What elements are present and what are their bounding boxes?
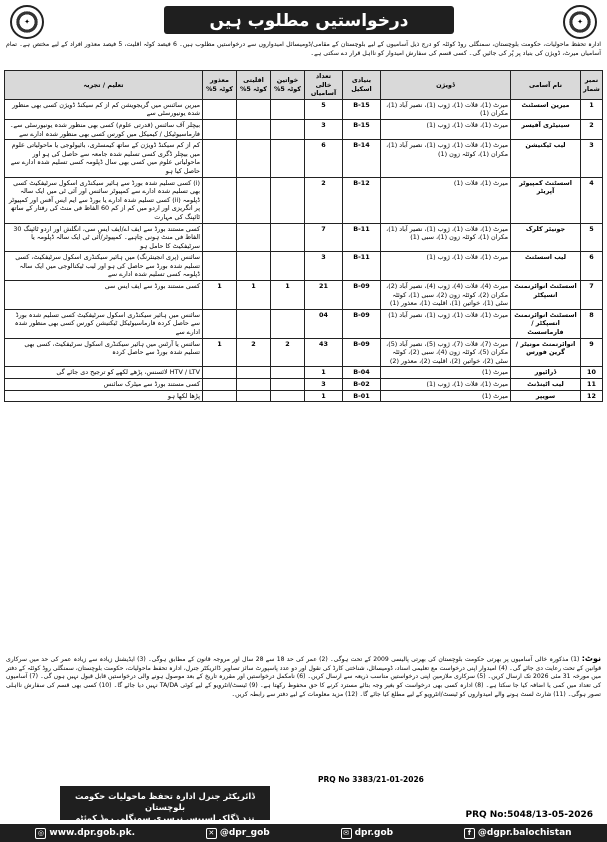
minority-quota-cell xyxy=(237,223,271,252)
vacancies-cell: 3 xyxy=(305,379,343,391)
table-row xyxy=(5,309,603,338)
scale-cell: B-09 xyxy=(343,309,381,338)
col-post: نام آسامی xyxy=(511,71,581,100)
qualification-cell: سائنس (پری انجینئرنگ) میں ہائیر سیکنڈری اسکول سرٹیفکیٹ، کسی تسلیم شدہ بورڈ سے حاصل کی ہو اور لیب ٹیکنالوجی میں ایک سالہ ڈپلومہ کسی تسلیم شدہ ادارے سے xyxy=(5,252,203,281)
footer-bar xyxy=(0,824,607,842)
scale-cell: B-12 xyxy=(343,177,381,223)
division-cell: میرٹ (1)، قلات (1)، ژوب (1)، نصیر آباد (1)، مکران (1) xyxy=(381,99,511,119)
facebook-icon: f xyxy=(464,828,475,839)
division-cell: میرٹ (1) xyxy=(381,367,511,379)
minority-quota-cell xyxy=(237,99,271,119)
division-cell: میرٹ (1)، قلات (1)، ژوب (1) xyxy=(381,252,511,281)
post-name: جونیئر کلرک xyxy=(511,223,581,252)
row-number: 1 xyxy=(581,99,603,119)
vacancies-cell: 21 xyxy=(305,281,343,310)
row-number: 11 xyxy=(581,379,603,391)
authority-line1: ڈائریکٹر جنرل ادارہ تحفظ ماحولیات حکومت بلوچستان xyxy=(74,791,255,812)
division-cell: میرٹ (7)، قلات (7)، ژوب (5)، نصیر آباد (5)، مکران (5)، کوئٹہ زون (4)، سبی (2)، کوئٹہ سٹی (2)، خواتین (2)، اقلیت (2)، معذور (2) xyxy=(381,338,511,367)
row-number: 7 xyxy=(581,281,603,310)
vacancies-cell: 3 xyxy=(305,119,343,139)
post-name: ڈرائیور xyxy=(511,367,581,379)
vacancies-cell: 04 xyxy=(305,309,343,338)
minority-quota-cell xyxy=(237,140,271,177)
women-quota-cell xyxy=(271,140,305,177)
scale-cell: B-11 xyxy=(343,223,381,252)
minority-quota-cell xyxy=(237,119,271,139)
qualification-cell: کسی مستند بورڈ سے ایف ایس سی xyxy=(5,281,203,310)
col-no: نمبر شمار xyxy=(581,71,603,100)
division-cell: میرٹ (1)، قلات (1)، ژوب (1) xyxy=(381,379,511,391)
division-cell: میرٹ (4)، قلات (4)، ژوب (4)، نصیر آباد (2)، مکران (2)، کوئٹہ زون (2)، سبی (1)، کوئٹہ سٹی (1)، خواتین (1)، اقلیت (1)، معذور (1) xyxy=(381,281,511,310)
disabled-quota-cell xyxy=(203,309,237,338)
women-quota-cell: 2 xyxy=(271,338,305,367)
row-number: 9 xyxy=(581,338,603,367)
table-row xyxy=(5,99,603,119)
post-name: سویپر xyxy=(511,390,581,402)
footer-facebook[interactable] xyxy=(464,828,572,839)
table-row xyxy=(5,338,603,367)
scale-cell: B-15 xyxy=(343,99,381,119)
qualification-cell: کسی مستند بورڈ سے میٹرک سائنس xyxy=(5,379,203,391)
row-number: 2 xyxy=(581,119,603,139)
post-name: اسسٹنٹ کمپیوٹر آپریٹر xyxy=(511,177,581,223)
vacancies-cell: 43 xyxy=(305,338,343,367)
qualification-cell: کم از کم سیکنڈ ڈویژن کے ساتھ کیمسٹری، بائیولوجی یا ماحولیاتی علوم میں بیچلر ڈگری کسی تسلیم شدہ جامعہ سے حاصل کی ہو اور ماحولیاتی علوم میں کسی بھی سال ڈپلومہ کسی تسلیم شدہ ادارے سے حاصل کیا ہو xyxy=(5,140,203,177)
minority-quota-cell xyxy=(237,177,271,223)
row-number: 12 xyxy=(581,390,603,402)
twitter-icon: ✕ xyxy=(206,828,217,839)
table-row xyxy=(5,379,603,391)
qualification-cell: سائنس میں ہائیر سیکنڈری اسکول سرٹیفکیٹ کسی تسلیم شدہ بورڈ سے حاصل کردہ فارماسیوٹیکل ٹیکنیشن کورس کسی بھی منظور شدہ ادارے سے xyxy=(5,309,203,338)
page-title: درخواستیں مطلوب ہیں xyxy=(164,6,454,34)
footer-email[interactable] xyxy=(341,828,394,839)
col-vacancies: تعداد خالی آسامیاں xyxy=(305,71,343,100)
table-row xyxy=(5,252,603,281)
intro-paragraph: ادارہ تحفظ ماحولیات، حکومت بلوچستان، سمنگلی روڈ کوئٹہ کو درج ذیل آسامیوں کے لیے بلوچستان کے مقامی/ڈومیسائل امیدواروں سے درخواستیں مطلوب ہیں۔ 6 فیصد کوٹہ اقلیت، 5 فیصد معذور افراد کے لیے مختص ہے۔ تمام آسامیاں میرٹ، ڈویژن کی بنیاد پر پُر کی جائیں گی۔ کسی قسم کی سفارش امیدوار کو نااہل قرار دے سکتی ہے۔ xyxy=(6,41,602,57)
post-name: اسسٹنٹ انوائرنمنٹ انسپکٹر / فارماسسٹ xyxy=(511,309,581,338)
table-row xyxy=(5,281,603,310)
women-quota-cell xyxy=(271,367,305,379)
vacancies-cell: 3 xyxy=(305,252,343,281)
table-row xyxy=(5,140,603,177)
epa-logo-icon: ✦ xyxy=(563,5,597,39)
disabled-quota-cell xyxy=(203,177,237,223)
disabled-quota-cell xyxy=(203,390,237,402)
notes-text: (1) مذکورہ خالی آسامیوں پر بھرتی حکومت بلوچستان کی بھرتی پالیسی 2009 کے تحت ہوگی۔ (2) عمر کی حد 18 سے 28 سال اور مروجہ قانون کے مطابق ہوگی۔ (3) ایڈیشنل زیادہ سے زیادہ عمر کی حد میں سرکاری قوانین کے تحت رعایت دی جائے گی۔ (4) امیدوار اپنی درخواست مع تعلیمی اسناد، ڈومیسائل، شناختی کارڈ کی نقول اور دو عدد پاسپورٹ سائز تصاویر ڈائریکٹر جنرل، ادارہ تحفظ ماحولیات، حکومت بلوچستان، سمنگلی روڈ کوئٹہ کے دفتر میں مورخہ 31 مئی 2026 تک ارسال کریں۔ (5) سرکاری ملازمین اپنی درخواستیں مناسب ذریعہ سے ارسال کریں۔ (6) نامکمل درخواستیں اور مقررہ تاریخ کے بعد موصول ہونے والی درخواستیں قابل قبول نہیں ہوں گی۔ (7) آسامیوں کی تعداد میں کمی یا اضافہ کیا جا سکتا ہے۔ (8) ادارہ کسی بھی درخواست کو بغیر وجہ بتائے مسترد کرنے کا حق محفوظ رکھتا ہے۔ (9) ٹیسٹ/انٹرویو کے لیے کوئی TA/DA نہیں دیا جائے گا۔ (10) کسی بھی قسم کی سفارش نااہلی تصور ہوگی۔ (11) شارٹ لسٹ ہونے والے امیدواروں کو ٹیسٹ/انٹرویو کے لیے مطلع کیا جائے گا۔ (12) مزید معلومات کے لیے دفتر سے رابطہ کریں۔ xyxy=(6,656,602,698)
row-number: 3 xyxy=(581,140,603,177)
women-quota-cell xyxy=(271,252,305,281)
women-quota-cell xyxy=(271,390,305,402)
mail-icon: ✉ xyxy=(341,828,352,839)
issuing-authority xyxy=(60,786,270,823)
table-row xyxy=(5,177,603,223)
post-name: اسسٹنٹ انوائرنمنٹ انسپکٹر xyxy=(511,281,581,310)
disabled-quota-cell: 1 xyxy=(203,281,237,310)
notes-heading: نوٹ: xyxy=(581,654,601,663)
women-quota-cell: 1 xyxy=(271,281,305,310)
row-number: 8 xyxy=(581,309,603,338)
govt-emblem-icon: ✦ xyxy=(10,5,44,39)
post-name: لیب اسسٹنٹ xyxy=(511,252,581,281)
table-row xyxy=(5,367,603,379)
col-division: ڈویژن xyxy=(381,71,511,100)
vacancies-cell: 1 xyxy=(305,390,343,402)
table-header-row xyxy=(5,71,603,100)
row-number: 5 xyxy=(581,223,603,252)
row-number: 6 xyxy=(581,252,603,281)
row-number: 4 xyxy=(581,177,603,223)
col-women: خواتین کوٹہ 5% xyxy=(271,71,305,100)
division-cell: میرٹ (1)، قلات (1) xyxy=(381,177,511,223)
women-quota-cell xyxy=(271,119,305,139)
disabled-quota-cell xyxy=(203,252,237,281)
scale-cell: B-02 xyxy=(343,379,381,391)
women-quota-cell xyxy=(271,379,305,391)
table-row xyxy=(5,119,603,139)
disabled-quota-cell xyxy=(203,367,237,379)
post-name: لیب اٹینڈنٹ xyxy=(511,379,581,391)
disabled-quota-cell xyxy=(203,379,237,391)
website-link[interactable]: www.dpr.gob.pk. xyxy=(49,828,135,838)
qualification-cell: سائنس یا آرٹس میں ہائیر سیکنڈری اسکول سرٹیفکیٹ، کسی بھی تسلیم شدہ بورڈ سے حاصل کردہ xyxy=(5,338,203,367)
post-name: لیب ٹیکنیشن xyxy=(511,140,581,177)
row-number: 10 xyxy=(581,367,603,379)
women-quota-cell xyxy=(271,177,305,223)
women-quota-cell xyxy=(271,223,305,252)
qualification-cell: بیچلر آف سائنس (قدرتی علوم) کسی بھی منظور شدہ یونیورسٹی سے۔ فارماسیوٹیکل / کیمیکل میں کورس کسی بھی منظور شدہ ادارے سے xyxy=(5,119,203,139)
women-quota-cell xyxy=(271,309,305,338)
division-cell: میرٹ (1)، قلات (1)، ژوب (1) xyxy=(381,119,511,139)
col-minority: اقلیتی کوٹہ 5% xyxy=(237,71,271,100)
division-cell: میرٹ (1) xyxy=(381,390,511,402)
disabled-quota-cell xyxy=(203,119,237,139)
minority-quota-cell xyxy=(237,390,271,402)
qualification-cell: کسی مستند بورڈ سے ایف اے/ایف ایس سی، انگلش اور اردو ٹائپنگ 30 الفاظ فی منٹ ہونی چاہیے۔ کمپیوٹر/آئی ٹی ایک سالہ ڈپلومہ یا سرٹیفکیٹ کا حامل ہو xyxy=(5,223,203,252)
table-row xyxy=(5,390,603,402)
scale-cell: B-01 xyxy=(343,390,381,402)
facebook-handle[interactable]: @dgpr.balochistan xyxy=(477,828,572,838)
minority-quota-cell xyxy=(237,252,271,281)
col-qualification: تعلیم / تجربہ xyxy=(5,71,203,100)
twitter-handle[interactable]: @dpr_gob xyxy=(219,828,270,838)
qualification-cell: (i) کسی تسلیم شدہ بورڈ سے ہائیر سیکنڈری اسکول سرٹیفکیٹ کسی بھی تسلیم شدہ ادارے سے کمپیوٹر سائنس اور آئی ٹی میں ایک سالہ ڈپلومہ (ii) کسی تسلیم شدہ ادارے یا بورڈ سے ایم ایس آفس اور کمپیوٹر پر انگریزی اور اردو میں کم از کم 60 الفاظ فی منٹ کی رفتار کے ساتھ ٹائپنگ کی مہارت xyxy=(5,177,203,223)
table-row xyxy=(5,223,603,252)
post-name: میرین اسسٹنٹ xyxy=(511,99,581,119)
vacancies-cell: 6 xyxy=(305,140,343,177)
globe-icon: ◎ xyxy=(35,828,46,839)
col-disabled: معذور کوٹہ 5% xyxy=(203,71,237,100)
minority-quota-cell xyxy=(237,367,271,379)
minority-quota-cell: 2 xyxy=(237,338,271,367)
disabled-quota-cell xyxy=(203,99,237,119)
email-handle[interactable]: dpr.gob xyxy=(354,828,394,838)
post-name: انوائرنمنٹ مونیٹر / گرین فورس xyxy=(511,338,581,367)
qualification-cell: میرین سائنس میں گریجویشن کم از کم سیکنڈ ڈویژن کسی بھی منظور شدہ یونیورسٹی سے xyxy=(5,99,203,119)
vacancies-cell: 2 xyxy=(305,177,343,223)
minority-quota-cell xyxy=(237,379,271,391)
qualification-cell: HTV / LTV لائسنس، پڑھے لکھے کو ترجیح دی جائے گی xyxy=(5,367,203,379)
header xyxy=(4,2,603,42)
qualification-cell: پڑھا لکھا ہو xyxy=(5,390,203,402)
minority-quota-cell xyxy=(237,309,271,338)
scale-cell: B-15 xyxy=(343,119,381,139)
division-cell: میرٹ (1)، قلات (1)، ژوب (1)، نصیر آباد (1)، مکران (1)، کوئٹہ زون (1)، سبی (1) xyxy=(381,223,511,252)
minority-quota-cell: 1 xyxy=(237,281,271,310)
vacancies-table xyxy=(4,70,603,402)
footer-twitter[interactable] xyxy=(206,828,270,839)
scale-cell: B-04 xyxy=(343,367,381,379)
scale-cell: B-14 xyxy=(343,140,381,177)
notes-section xyxy=(6,655,601,700)
scale-cell: B-09 xyxy=(343,281,381,310)
disabled-quota-cell xyxy=(203,140,237,177)
division-cell: میرٹ (1)، قلات (1)، ژوب (1)، نصیر آباد (1) xyxy=(381,309,511,338)
prq-number-secondary: PRQ No:5048/13-05-2026 xyxy=(465,810,593,820)
vacancies-cell: 5 xyxy=(305,99,343,119)
disabled-quota-cell xyxy=(203,223,237,252)
col-scale: بنیادی اسکیل xyxy=(343,71,381,100)
footer-website[interactable] xyxy=(35,828,135,839)
prq-number-primary: PRQ No 3383/21-01-2026 xyxy=(318,775,424,784)
disabled-quota-cell: 1 xyxy=(203,338,237,367)
women-quota-cell xyxy=(271,99,305,119)
scale-cell: B-09 xyxy=(343,338,381,367)
vacancies-cell: 7 xyxy=(305,223,343,252)
post-name: سینیٹری آفیسر xyxy=(511,119,581,139)
scale-cell: B-11 xyxy=(343,252,381,281)
vacancies-cell: 1 xyxy=(305,367,343,379)
authority-line2: نزد ڈگاک اسپیس نرسری سمنگلی روڈ کوئٹہ xyxy=(75,813,255,823)
division-cell: میرٹ (1)، قلات (1)، ژوب (1)، نصیر آباد (1)، مکران (1)، کوئٹہ زون (1) xyxy=(381,140,511,177)
